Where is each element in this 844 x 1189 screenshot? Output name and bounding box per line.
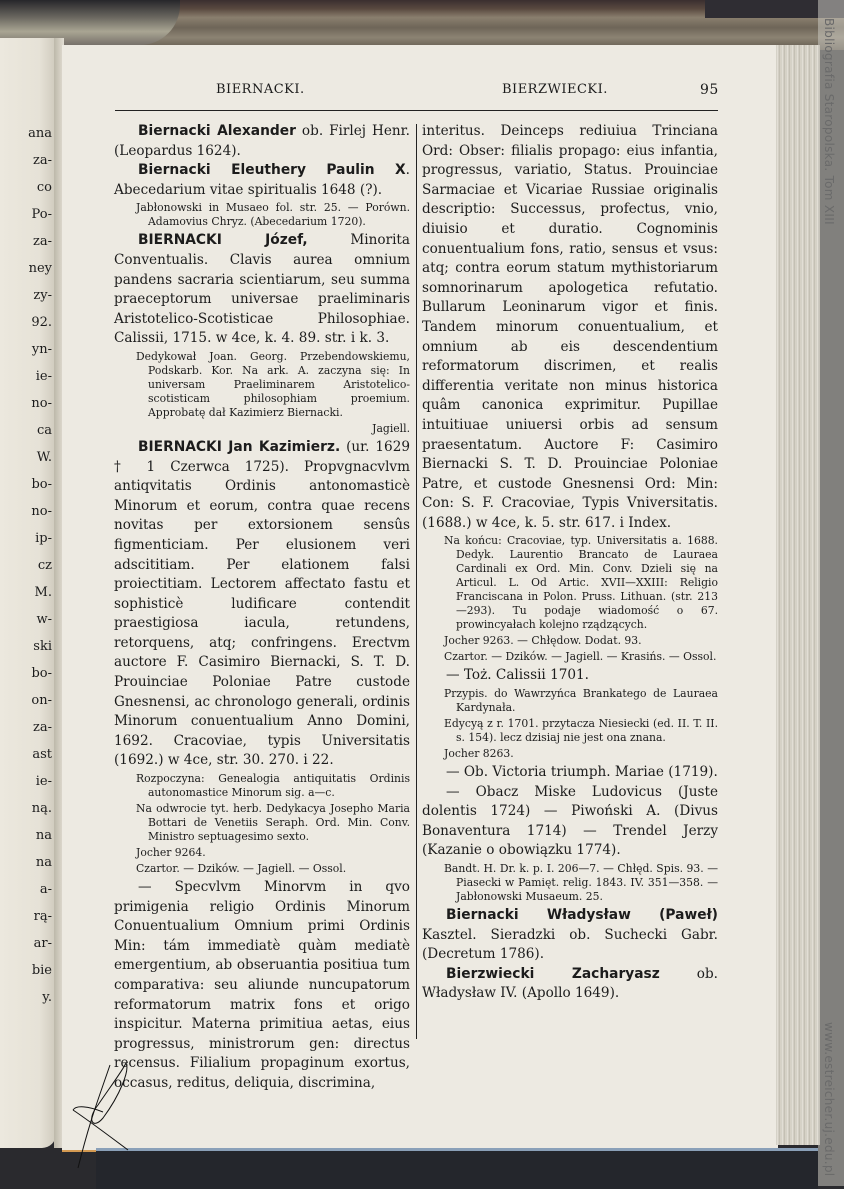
column-rule — [416, 124, 417, 1039]
entry-note: Dedykował Joan. Georg. Przebendowskiemu, Podskarb. Kor. Na ark. A. zaczyna się: In universam Praeliminarem Aristotelico-scotisticam philosophiam proemium. Approbatę dał Kazimierz Biernacki. — [136, 349, 410, 419]
previous-page-fragment: a- — [39, 882, 52, 897]
previous-page-fragment: M. — [34, 585, 52, 600]
previous-page-fragment: co — [36, 180, 52, 195]
entry-note: Na odwrocie tyt. herb. Dedykacya Josepho Maria Bottari de Venetiis Seraph. Ord. Min. Conv. Ministro septuagesimo sexto. — [136, 802, 410, 844]
header-rule — [115, 110, 718, 111]
source-url-label: www.estreicher.uj.edu.pl — [822, 1022, 836, 1177]
left-column — [114, 122, 410, 1094]
library-holdings: Czartor. — Dzików. — Jagiell. — Ossol. — [136, 862, 347, 876]
entry-text: Kasztel. Sieradzki ob. Suchecki Gabr. (Decretum 1786). — [422, 926, 718, 963]
entry-biernacki-wladyslaw — [422, 906, 718, 965]
previous-page-fragment: ip- — [35, 531, 52, 546]
entry-text: ob. Władysław IV. (Apollo 1649). — [422, 965, 718, 1002]
previous-page-fragment: na — [35, 855, 52, 870]
previous-page-fragment: za- — [33, 234, 52, 249]
previous-page-fragment: ną. — [31, 801, 52, 816]
entry-text: ob. Firlej Henr. (Leopardus 1624). — [114, 123, 410, 159]
handwritten-signature — [68, 1060, 138, 1170]
entry-heading: BIERNACKI Józef, — [138, 232, 308, 249]
previous-page-fragment: cz — [37, 558, 52, 573]
right-column — [422, 122, 718, 1004]
previous-page-fragment: ski — [33, 639, 52, 654]
entry-note: Na końcu: Cracoviae, typ. Universitatis a. 1688. Dedyk. Laurentio Brancato de Lauraea Cardinali ex Ord. Min. Conv. Dzieli się na Articul. L. Od Artic. XVII—XXIII: Religio Franciscana in Polon. Pruss. Lithuan. (str. 213—293). Tu podaje wiadomość o 67. prowincyałach kolejno rządzących. — [444, 534, 718, 632]
entry-heading: Biernacki Władysław (Paweł) — [446, 907, 718, 924]
previous-page-fragment: Po- — [31, 207, 52, 222]
previous-page-fragment: bo- — [31, 477, 52, 492]
previous-page-fragment: ca — [36, 423, 52, 438]
entry-bierzwiecki-zacharyasz — [422, 965, 718, 1004]
previous-page-fragment: on- — [31, 693, 52, 708]
entry-text: (ur. 1629 † 1 Czerwca 1725). Propvgnacvlvm antiqvitatis Ordinis antonomasticè Minorum et eorum, contra quae recens novitas per extorsionem sensûs figmenticiam. Per elusionem veri adscititiam. Per elationem falsi proiectitiam. Lectorem affectato fastu et sophisticè ludificare contendit praestigiosa iacula, retundens, retorquens, atq; confringens. Erectvm auctore F. Casimiro Biernacki, S. T. D. Prouinciae Poloniae Patre custode Gnesnensi, ac chronologo generali, ordinis Minorum conuentualium Anno Domini, 1692. Cracoviae, typis Universitatis (1692.) w 4ce, str. 30. 270. i 22. — [114, 438, 411, 769]
entry-note: Jabłonowski in Musaeo fol. str. 25. — Porówn. Adamovius Chryz. (Abecedarium 1720). — [136, 201, 410, 229]
running-head-left: BIERNACKI. — [216, 82, 305, 97]
entry-note: Jocher 9264. — [136, 846, 206, 860]
previous-page-fragment: ana — [28, 126, 52, 141]
previous-page-fragment: ast — [32, 747, 52, 762]
library-holding: Jagiell. — [372, 421, 410, 435]
entry-biernacki-eleuthery — [114, 161, 410, 200]
previous-page-fragment: rą- — [33, 909, 52, 924]
previous-page-fragment: za- — [33, 153, 52, 168]
previous-page-fragment: ie- — [35, 774, 52, 789]
collection-label: Bibliografia Staropolska. Tom XIII — [822, 18, 836, 225]
previous-page-fragment: yn- — [31, 342, 52, 357]
previous-page-fragment: bie — [31, 963, 52, 978]
entry-note: Jocher 9263. — Chłędow. Dodat. 93. — [444, 634, 642, 648]
entry-heading: BIERNACKI Jan Kazimierz. — [138, 438, 341, 455]
book-bottom-board — [96, 1148, 818, 1189]
cross-reference-victoria: — Ob. Victoria triumph. Mariae (1719). — [446, 764, 718, 781]
entry-note: Jocher 8263. — [444, 747, 514, 761]
previous-page-fragment: ie- — [35, 369, 52, 384]
entry-note: Bandt. H. Dr. k. p. I. 206—7. — Chłęd. Spis. 93. — Piasecki w Pamięt. relig. 1843. IV. 351—358. — Jabłonowski Musaeum. 25. — [444, 862, 718, 904]
previous-page-fragment: w- — [36, 612, 52, 627]
previous-page-fragment: na — [35, 828, 52, 843]
entry-biernacki-alexander — [114, 122, 410, 161]
entry-note: Edycyą z r. 1701. przytacza Niesiecki (ed. II. T. II. s. 154). lecz dzisiaj nie jest ona znana. — [444, 717, 718, 745]
previous-page-fragment: W. — [36, 450, 52, 465]
cross-reference-obacz: — Obacz Miske Ludovicus (Juste dolentis 1724) — Piwoński A. (Divus Bonaventura 1714) — Trendel Jerzy (Kazanie o obowiązku 1774). — [422, 783, 718, 859]
previous-page-fragment: za- — [33, 720, 52, 735]
previous-page-fragment: no- — [31, 396, 52, 411]
entry-text: . Abecedarium vitae spiritualis 1648 (?). — [114, 162, 410, 198]
library-holdings: Czartor. — Dzików. — Jagiell. — Krasińs. — Ossol. — [444, 650, 717, 664]
entry-note: Rozpoczyna: Genealogia antiquitatis Ordinis autonomastice Minorum sig. a—c. — [136, 772, 410, 800]
page-stack-edge — [776, 45, 820, 1145]
previous-page-fragment: bo- — [31, 666, 52, 681]
entry-note: Przypis. do Wawrzyńca Brankatego de Lauraea Kardynała. — [444, 687, 718, 715]
entry-speculum-minorum: — Specvlvm Minorvm in qvo primigenia religio Ordinis Minorum Conuentualium Omnium primi Ordinis Min: tám immediatè quàm mediatè emergentium, ab obseruantia positiua tum comparativa: seu aliunde nuncupatorum reformatorum matrix fons et origo inspicitur. Materna primitiua aetas, eius progressus, ministrorum gen: directus recensus. Filialium propaginum exortus, occasus, reditus, deliquia, discrimina, — [114, 879, 410, 1091]
previous-page-fragment: no- — [31, 504, 52, 519]
entry-text: Minorita Conventualis. Clavis aurea omnium pandens sacraria scientiarum, seu summa praeceptorum universae praeliminaris Aristotelico-Scotisticae Philosophiae. Calissii, 1715. w 4ce, k. 4. 89. str. i k. 3. — [114, 232, 410, 347]
entry-speculum-continued: interitus. Deinceps rediuiua Trinciana Ord: Obser: filialis propago: eius infantia, progressus, variatio, Status. Prouinciae Sarmaciae et Vicariae Russiae originalis descriptio: Successus, profectus, vnio, diuisio et duratio. Cognominis conuentualium fons, ratio, sensus et vsus: atq; contra eorum statum mythistoriarum somnorinarum apologetica refutatio. Bullarum Leoninarum vigor et finis. Tandem minorum conuentualium, et omnium ab eis descendentium reformatorum discrimen, et realis differentia veritate non minus historica quâm canonica exprimitur. Pupillae intuitiuae uniuersi orbis ad sensum praesentatum. Auctore F: Casimiro Biernacki S. T. D. Prouinciae Poloniae Patre, et custode Gnesnensi Ord: Min: Con: S. F. Cracoviae, Typis Vniversitatis. (1688.) w 4ce, k. 5. str. 617. i Index. — [422, 123, 718, 531]
previous-page-fragment: ney — [28, 261, 52, 276]
entry-biernacki-jan-kazimierz — [114, 438, 410, 771]
previous-page-fragment: zy- — [33, 288, 52, 303]
running-head-right: BIERZWIECKI. — [502, 82, 608, 97]
previous-page-fragment: y. — [42, 990, 52, 1005]
entry-heading: Biernacki Eleuthery Paulin X — [138, 162, 406, 179]
entry-heading: Biernacki Alexander — [138, 123, 296, 139]
entry-heading: Bierzwiecki Zacharyasz — [446, 965, 660, 982]
entry-toz-calissii: — Toż. Calissii 1701. — [446, 667, 589, 684]
entry-biernacki-jozef — [114, 231, 410, 349]
previous-page-fragment: ar- — [33, 936, 52, 951]
previous-page-fragment: 92. — [31, 315, 52, 330]
page-number: 95 — [700, 82, 719, 98]
